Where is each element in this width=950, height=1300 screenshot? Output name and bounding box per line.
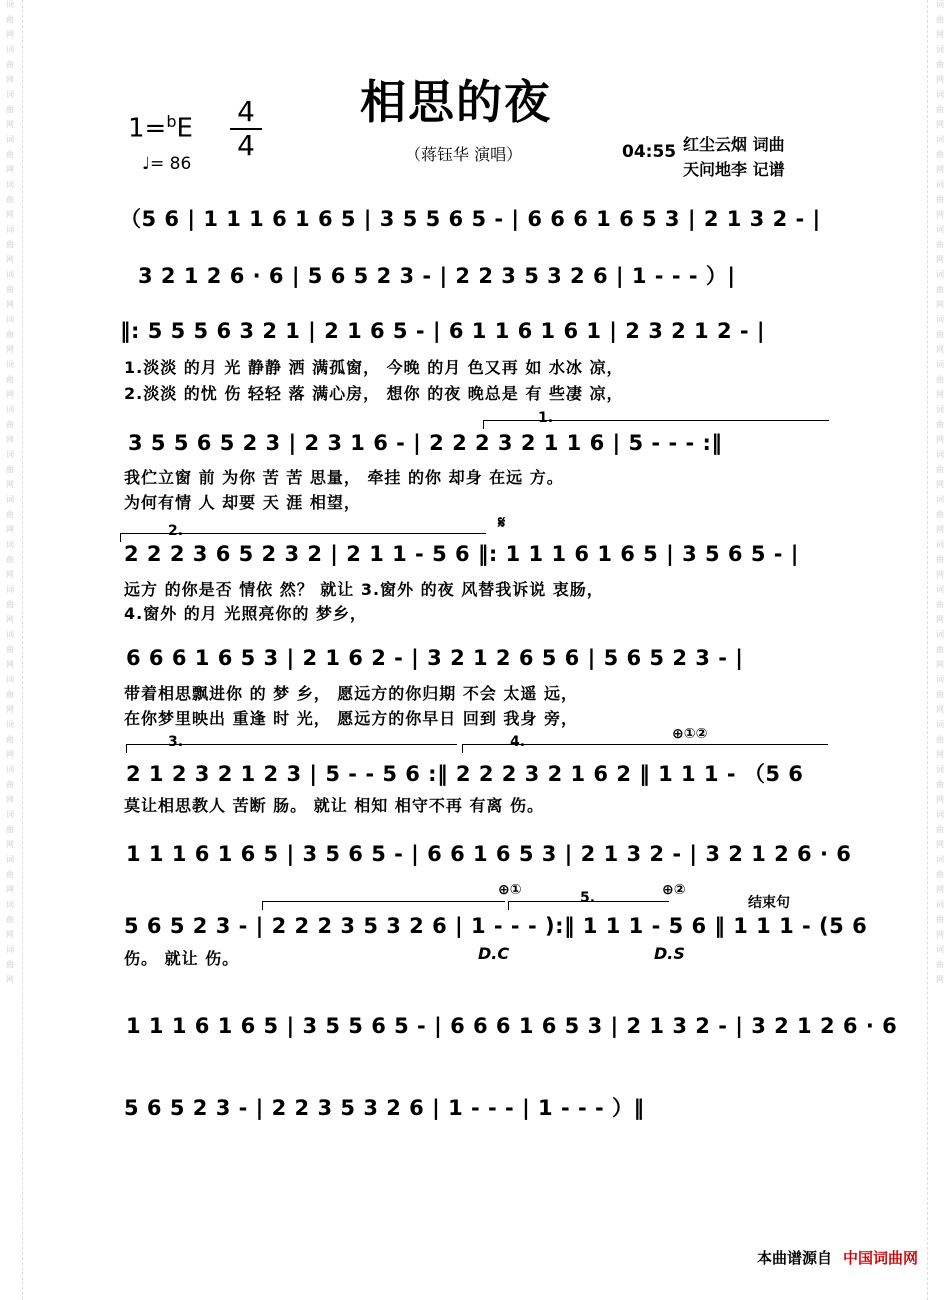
- score-row-8: 1 1 1 6 1 6 5 | 3 5 6 5 - | 6 6 1 6 5 3 | 2 1 3 2 - | 3 2 1 2 6 · 6: [126, 842, 852, 866]
- watermark-char: 曲: [6, 330, 14, 339]
- watermark-char: 词: [936, 675, 944, 684]
- lyric-row-9: 伤。 就让 伤。: [124, 949, 240, 968]
- performer: （蒋钰华 演唱）: [405, 145, 523, 164]
- watermark-char: 曲: [936, 465, 944, 474]
- watermark-char: 词: [936, 270, 944, 279]
- watermark-char: 曲: [6, 195, 14, 204]
- watermark-char: 网: [936, 930, 944, 939]
- key-signature: [128, 112, 193, 144]
- volta-2-label: 2.: [168, 523, 184, 539]
- watermark-char: 词: [936, 540, 944, 549]
- watermark-char: 网: [6, 885, 14, 894]
- lyric-row-5-verse1: 远方 的你是否 情依 然？ 就让 3.窗外 的夜 风替我诉说 衷肠，: [124, 580, 604, 599]
- watermark-char: 词: [936, 315, 944, 324]
- score-row-9: 5 6 5 2 3 - | 2 2 2 3 5 3 2 6 | 1 - - - ):‖ 1 1 1 - 5 6 ‖ 1 1 1 - (5 6: [124, 914, 868, 938]
- watermark-char: 网: [936, 255, 944, 264]
- key-note: E: [176, 113, 193, 144]
- watermark-char: 网: [6, 30, 14, 39]
- watermark-char: 词: [6, 900, 14, 909]
- watermark-char: 词: [936, 855, 944, 864]
- watermark-char: 曲: [6, 15, 14, 24]
- key-prefix: 1=: [128, 113, 167, 144]
- watermark-char: 网: [6, 615, 14, 624]
- score-row-5: 2 2 2 3 6 5 2 3 2 | 2 1 1 - 5 6 ‖: 1 1 1 6 1 6 5 | 3 5 6 5 - |: [124, 542, 799, 566]
- time-signature-bottom: 4: [237, 129, 255, 162]
- score-row-1: （5 6 | 1 1 1 6 1 6 5 | 3 5 5 6 5 - | 6 6 6 1 6 5 3 | 2 1 3 2 - |: [120, 207, 821, 231]
- watermark-char: 曲: [936, 645, 944, 654]
- watermark-char: 词: [936, 630, 944, 639]
- watermark-char: 曲: [6, 150, 14, 159]
- watermark-char: 词: [6, 315, 14, 324]
- watermark-char: 网: [6, 300, 14, 309]
- lyric-row-4-verse1: 我伫立窗 前 为你 苦 苦 思量， 牵挂 的你 却身 在远 方。: [124, 468, 564, 487]
- flat-sign: b: [166, 112, 177, 131]
- watermark-char: 网: [6, 840, 14, 849]
- watermark-char: 曲: [936, 375, 944, 384]
- watermark-char: 曲: [936, 60, 944, 69]
- watermark-char: 曲: [6, 915, 14, 924]
- watermark-char: 词: [6, 675, 14, 684]
- watermark-char: 网: [6, 255, 14, 264]
- score-row-11: 5 6 5 2 3 - | 2 2 3 5 3 2 6 | 1 - - - | 1 - - - ）‖: [124, 1096, 645, 1120]
- watermark-char: 词: [936, 945, 944, 954]
- watermark-char: 曲: [6, 600, 14, 609]
- watermark-char: 网: [936, 120, 944, 129]
- watermark-char: 网: [6, 795, 14, 804]
- watermark-char: 网: [6, 75, 14, 84]
- watermark-char: 曲: [6, 420, 14, 429]
- footer-site-link[interactable]: 中国词曲网: [842, 1249, 918, 1267]
- watermark-char: 曲: [6, 735, 14, 744]
- watermark-char: 曲: [936, 870, 944, 879]
- watermark-char: 词: [936, 0, 944, 9]
- watermark-char: 网: [936, 885, 944, 894]
- watermark-char: 词: [936, 450, 944, 459]
- volta-4-label: 4.: [510, 734, 526, 750]
- watermark-char: 网: [6, 345, 14, 354]
- watermark-char: 曲: [936, 420, 944, 429]
- watermark-char: 词: [936, 405, 944, 414]
- watermark-char: 网: [6, 705, 14, 714]
- watermark-char: 网: [936, 390, 944, 399]
- watermark-char: 网: [936, 480, 944, 489]
- watermark-char: 词: [6, 450, 14, 459]
- coda-2-sign: ⊕②: [662, 882, 686, 898]
- left-margin-line: [22, 0, 23, 1300]
- watermark-char: 网: [936, 975, 944, 984]
- watermark-char: 网: [6, 525, 14, 534]
- watermark-char: 词: [936, 225, 944, 234]
- watermark-char: 网: [936, 30, 944, 39]
- watermark-char: 词: [936, 900, 944, 909]
- footer-source: 本曲谱源自: [756, 1249, 832, 1267]
- watermark-char: 网: [936, 660, 944, 669]
- watermark-char: 词: [6, 765, 14, 774]
- lyric-row-3-verse1: 1.淡淡 的月 光 静静 洒 满孤窗， 今晚 的月 色又再 如 水冰 凉，: [124, 358, 624, 377]
- watermark-char: 曲: [936, 330, 944, 339]
- watermark-char: 网: [936, 795, 944, 804]
- watermark-char: 曲: [6, 285, 14, 294]
- watermark-char: 网: [6, 165, 14, 174]
- dc-marking: D.C: [478, 944, 510, 963]
- time-signature: [230, 96, 262, 162]
- watermark-char: 曲: [936, 15, 944, 24]
- watermark-char: 词: [6, 90, 14, 99]
- lyric-row-4-verse2: 为何有情 人 却要 天 涯 相望，: [124, 493, 361, 512]
- watermark-char: 曲: [6, 465, 14, 474]
- watermark-char: 曲: [6, 510, 14, 519]
- watermark-char: 词: [6, 135, 14, 144]
- watermark-char: 词: [6, 855, 14, 864]
- watermark-char: 网: [6, 480, 14, 489]
- watermark-char: 词: [6, 180, 14, 189]
- watermark-char: 网: [936, 750, 944, 759]
- watermark-char: 词: [6, 630, 14, 639]
- watermark-char: 网: [6, 390, 14, 399]
- volta-1-bracket: [483, 420, 829, 429]
- watermark-char: 网: [6, 570, 14, 579]
- score-row-2: 3 2 1 2 6 · 6 | 5 6 5 2 3 - | 2 2 3 5 3 2 6 | 1 - - - ）|: [138, 264, 736, 288]
- watermark-char: 词: [936, 360, 944, 369]
- watermark-char: 曲: [6, 60, 14, 69]
- watermark-char: 网: [936, 435, 944, 444]
- lyric-row-7: 莫让相思教人 苦断 肠。 就让 相知 相守不再 有离 伤。: [124, 796, 544, 815]
- watermark-char: 词: [936, 180, 944, 189]
- watermark-char: 网: [6, 210, 14, 219]
- lyric-row-6-verse1: 带着相思飘进你 的 梦 乡， 愿远方的你归期 不会 太遥 远，: [124, 684, 578, 703]
- lyric-row-3-verse2: 2.淡淡 的忧 伤 轻轻 落 满心房， 想你 的夜 晚总是 有 些凄 凉，: [124, 384, 624, 403]
- watermark-char: 词: [6, 720, 14, 729]
- watermark-char: 网: [936, 210, 944, 219]
- watermark-char: 网: [936, 165, 944, 174]
- watermark-char: 曲: [936, 735, 944, 744]
- watermark-char: 网: [936, 300, 944, 309]
- watermark-char: 网: [6, 660, 14, 669]
- composer-credit: 红尘云烟 词曲: [683, 135, 785, 154]
- watermark-char: 曲: [936, 285, 944, 294]
- watermark-char: 词: [936, 495, 944, 504]
- watermark-char: 曲: [936, 780, 944, 789]
- watermark-char: 曲: [6, 240, 14, 249]
- watermark-char: 词: [936, 90, 944, 99]
- score-row-3: ‖: 5 5 5 6 3 2 1 | 2 1 6 5 - | 6 1 1 6 1 6 1 | 2 3 2 1 2 - |: [120, 319, 766, 343]
- watermark-char: 网: [936, 615, 944, 624]
- watermark-char: 词: [6, 810, 14, 819]
- transcriber-credit: 天问地李 记谱: [683, 160, 785, 179]
- score-row-6: 6 6 6 1 6 5 3 | 2 1 6 2 - | 3 2 1 2 6 5 6 | 5 6 5 2 3 - |: [126, 646, 744, 670]
- watermark-char: 词: [936, 585, 944, 594]
- watermark-char: 词: [6, 45, 14, 54]
- watermark-char: 曲: [936, 690, 944, 699]
- watermark-char: 词: [936, 45, 944, 54]
- watermark-char: 曲: [936, 600, 944, 609]
- watermark-char: 词: [936, 135, 944, 144]
- right-margin-line: [927, 0, 928, 1300]
- watermark-char: 曲: [936, 555, 944, 564]
- watermark-char: 词: [6, 540, 14, 549]
- watermark-char: 曲: [936, 240, 944, 249]
- watermark-char: 曲: [936, 105, 944, 114]
- lyric-row-6-verse2: 在你梦里映出 重逢 时 光， 愿远方的你早日 回到 我身 旁，: [124, 709, 578, 728]
- watermark-char: 词: [6, 360, 14, 369]
- watermark-char: 曲: [6, 825, 14, 834]
- left-watermark-strip: [4, 0, 16, 1300]
- watermark-char: 词: [936, 765, 944, 774]
- watermark-char: 网: [6, 930, 14, 939]
- watermark-char: 网: [936, 75, 944, 84]
- watermark-char: 曲: [6, 960, 14, 969]
- score-row-4: 3 5 5 6 5 2 3 | 2 3 1 6 - | 2 2 2 3 2 1 1 6 | 5 - - - :‖: [128, 431, 723, 455]
- repeat-bracket: [262, 901, 505, 910]
- watermark-char: 词: [6, 0, 14, 9]
- watermark-char: 网: [6, 120, 14, 129]
- score-row-7: 2 1 2 3 2 1 2 3 | 5 - - 5 6 :‖ 2 2 2 3 2 1 6 2 ‖ 1 1 1 - （5 6: [126, 762, 804, 786]
- watermark-char: 网: [936, 840, 944, 849]
- watermark-char: 曲: [6, 555, 14, 564]
- watermark-char: 曲: [6, 870, 14, 879]
- tempo-marking: ♩= 86: [142, 154, 192, 174]
- watermark-char: 网: [6, 750, 14, 759]
- watermark-char: 词: [6, 405, 14, 414]
- watermark-char: 词: [936, 720, 944, 729]
- song-title: 相思的夜: [360, 75, 552, 129]
- volta-5-label: 5.: [580, 890, 596, 906]
- watermark-char: 曲: [6, 780, 14, 789]
- watermark-char: 网: [936, 705, 944, 714]
- time-signature-top: 4: [237, 95, 255, 128]
- lyric-row-5-verse2: 4.窗外 的月 光照亮你的 梦乡，: [124, 604, 367, 623]
- segno-sign: 𝄋: [498, 513, 506, 533]
- watermark-char: 曲: [936, 195, 944, 204]
- watermark-char: 曲: [6, 105, 14, 114]
- watermark-char: 网: [6, 435, 14, 444]
- watermark-char: 网: [936, 345, 944, 354]
- ending-label: 结束句: [748, 895, 790, 911]
- score-row-10: 1 1 1 6 1 6 5 | 3 5 5 6 5 - | 6 6 6 1 6 5 3 | 2 1 3 2 - | 3 2 1 2 6 · 6: [126, 1014, 898, 1038]
- volta-3-label: 3.: [168, 734, 184, 750]
- duration: 04:55: [622, 142, 677, 162]
- watermark-char: 曲: [6, 690, 14, 699]
- watermark-char: 曲: [936, 960, 944, 969]
- watermark-char: 网: [936, 570, 944, 579]
- watermark-char: 曲: [936, 915, 944, 924]
- watermark-char: 词: [6, 585, 14, 594]
- coda-1-2-sign: ⊕①②: [672, 726, 708, 742]
- watermark-char: 词: [6, 225, 14, 234]
- volta-1-label: 1.: [538, 410, 554, 426]
- watermark-char: 词: [936, 810, 944, 819]
- watermark-char: 曲: [936, 150, 944, 159]
- watermark-char: 曲: [6, 375, 14, 384]
- right-watermark-strip: [934, 0, 946, 1300]
- watermark-char: 网: [936, 525, 944, 534]
- coda-1-sign: ⊕①: [498, 882, 522, 898]
- watermark-char: 曲: [936, 825, 944, 834]
- watermark-char: 词: [6, 945, 14, 954]
- watermark-char: 曲: [936, 510, 944, 519]
- watermark-char: 词: [6, 270, 14, 279]
- ds-marking: D.S: [654, 944, 685, 963]
- watermark-char: 词: [6, 495, 14, 504]
- watermark-char: 曲: [6, 645, 14, 654]
- watermark-char: 网: [6, 975, 14, 984]
